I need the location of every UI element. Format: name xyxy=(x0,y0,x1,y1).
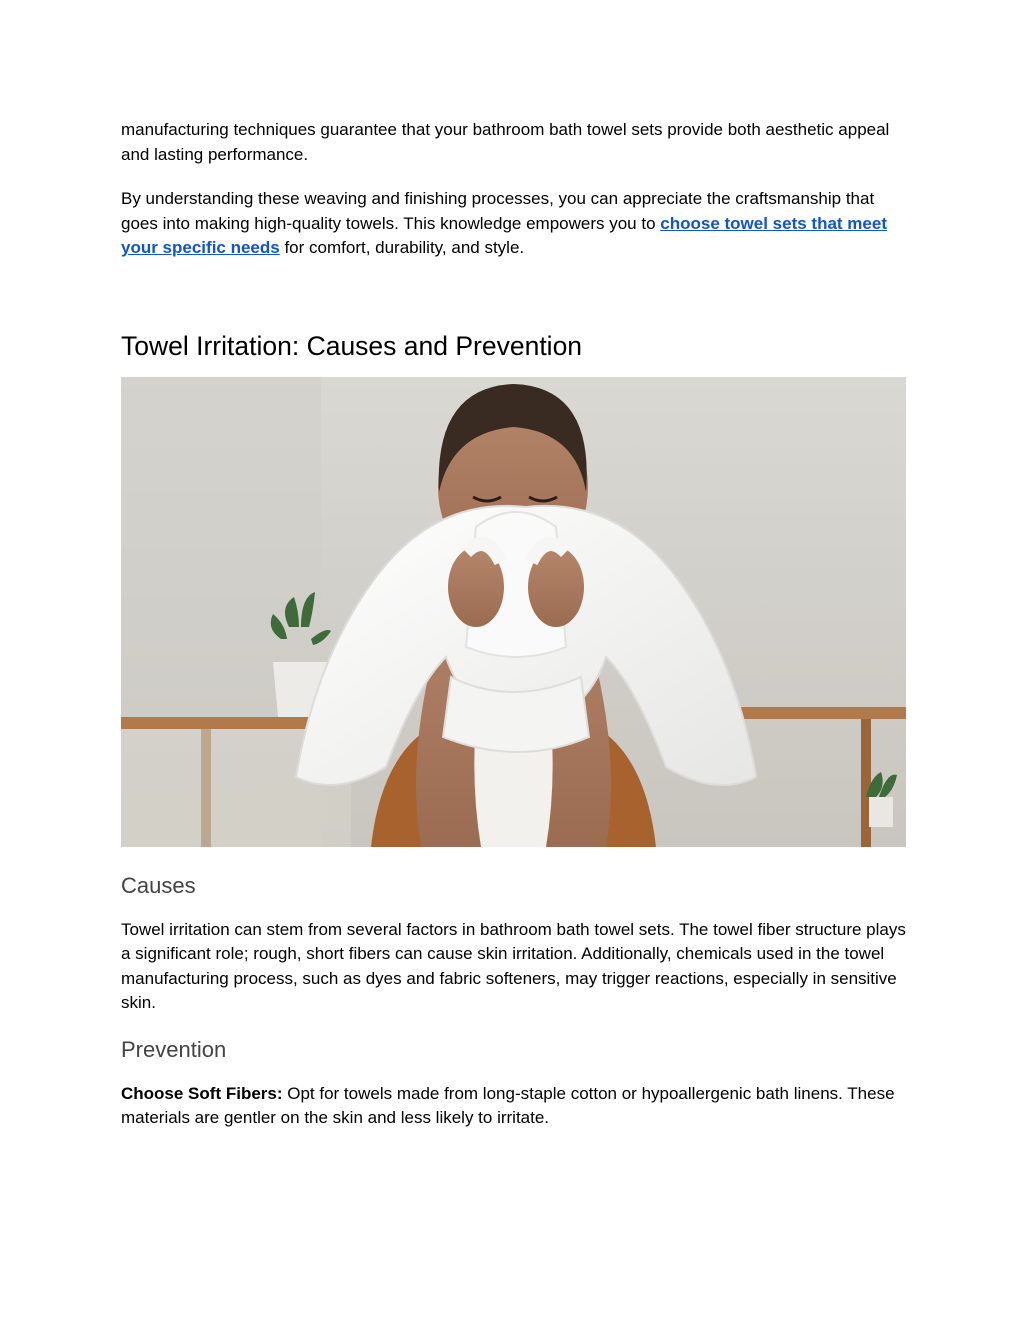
document-page xyxy=(121,118,906,1131)
woman-with-towel-photo xyxy=(121,377,906,847)
towel-sets-link[interactable]: choose towel sets that meet your specific needs xyxy=(121,213,887,257)
prevention-item-soft-fibers xyxy=(121,1082,906,1131)
causes-paragraph: Towel irritation can stem from several factors in bathroom bath towel sets. The towel fiber structure plays a significant role; rough, short fibers can cause skin irritation. Additionally, chemicals used in the towel manufacturing process, such as dyes and fabric softeners, may trigger reactions, especially in sensitive skin. xyxy=(121,919,906,1012)
intro-paragraph-2-text-start: By understanding these weaving and finishing processes, you can appreciate the craftsmanship that goes into making high-quality towels. This knowledge empowers you to xyxy=(121,189,875,233)
prevention-heading: Prevention xyxy=(121,1036,227,1062)
prevention-item-text: Opt for towels made from long-staple cotton or hypoallergenic bath linens. These materials are gentler on the skin and less likely to irritate. xyxy=(121,1083,895,1127)
intro-paragraph-2-text-end: for comfort, durability, and style. xyxy=(279,238,525,257)
prevention-item-label: Choose Soft Fibers: xyxy=(121,1083,283,1103)
intro-paragraph-2 xyxy=(121,187,906,261)
intro-paragraph-1: manufacturing techniques guarantee that your bathroom bath towel sets provide both aesthetic appeal and lasting performance. xyxy=(121,120,890,164)
section-title: Towel Irritation: Causes and Prevention xyxy=(121,330,583,361)
causes-heading: Causes xyxy=(121,872,196,898)
